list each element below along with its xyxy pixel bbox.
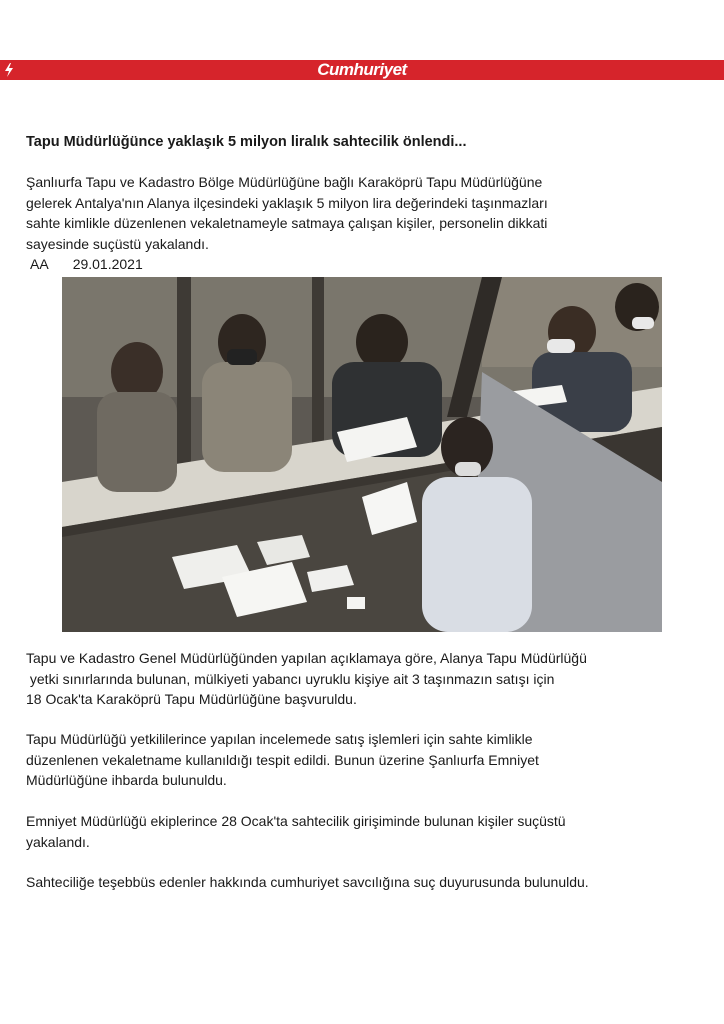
paragraph-line: Tapu ve Kadastro Genel Müdürlüğünden yapılan açıklamaya göre, Alanya Tapu Müdürlüğü [26, 650, 587, 666]
lead-line: Şanlıurfa Tapu ve Kadastro Bölge Müdürlüğüne bağlı Karaköprü Tapu Müdürlüğüne [26, 174, 543, 190]
body-paragraph [26, 872, 716, 893]
paragraph-line: 18 Ocak'ta Karaköprü Tapu Müdürlüğüne başvuruldu. [26, 691, 357, 707]
masthead-bar [0, 60, 724, 80]
paragraph-line: düzenlenen vekaletname kullanıldığı tespit edildi. Bunun üzerine Şanlıurfa Emniyet [26, 751, 539, 768]
paragraph-line: yetki sınırlarında bulunan, mülkiyeti yabancı uyruklu kişiye ait 3 taşınmazın satışı için [26, 670, 555, 687]
body-paragraph [26, 729, 716, 791]
lead-line: gelerek Antalya'nın Alanya ilçesindeki yaklaşık 5 milyon lira değerindeki taşınmazları [26, 194, 548, 211]
lead-line: sayesinde suçüstü yakalandı. [26, 235, 209, 252]
article-meta [30, 255, 143, 273]
paragraph-line: Müdürlüğüne ihbarda bulunuldu. [26, 772, 227, 788]
paragraph-line: Tapu Müdürlüğü yetkililerince yapılan incelemede satış işlemleri için sahte kimlikle [26, 731, 533, 747]
lead-line: sahte kimlikle düzenlenen vekaletnameyle satmaya çalışan kişiler, personelin dikkati [26, 215, 548, 231]
article-lead [26, 172, 676, 254]
brand-logo[interactable]: Cumhuriyet [317, 60, 407, 79]
paragraph-line: Sahteciliğe teşebbüs edenler hakkında cumhuriyet savcılığına suç duyurusunda bulunuldu. [26, 874, 589, 890]
article-title: Tapu Müdürlüğünce yaklaşık 5 milyon liralık sahtecilik önlendi... [26, 134, 467, 150]
photo-illustration [62, 277, 662, 632]
paragraph-line: Emniyet Müdürlüğü ekiplerince 28 Ocak'ta sahtecilik girişiminde bulunan kişiler suçüstü [26, 813, 566, 829]
source-label: AA [30, 256, 49, 272]
publish-date: 29.01.2021 [72, 256, 143, 272]
paragraph-line: yakalandı. [26, 833, 90, 850]
body-paragraph [26, 811, 716, 852]
body-paragraph [26, 648, 716, 710]
article-photo [62, 277, 662, 632]
